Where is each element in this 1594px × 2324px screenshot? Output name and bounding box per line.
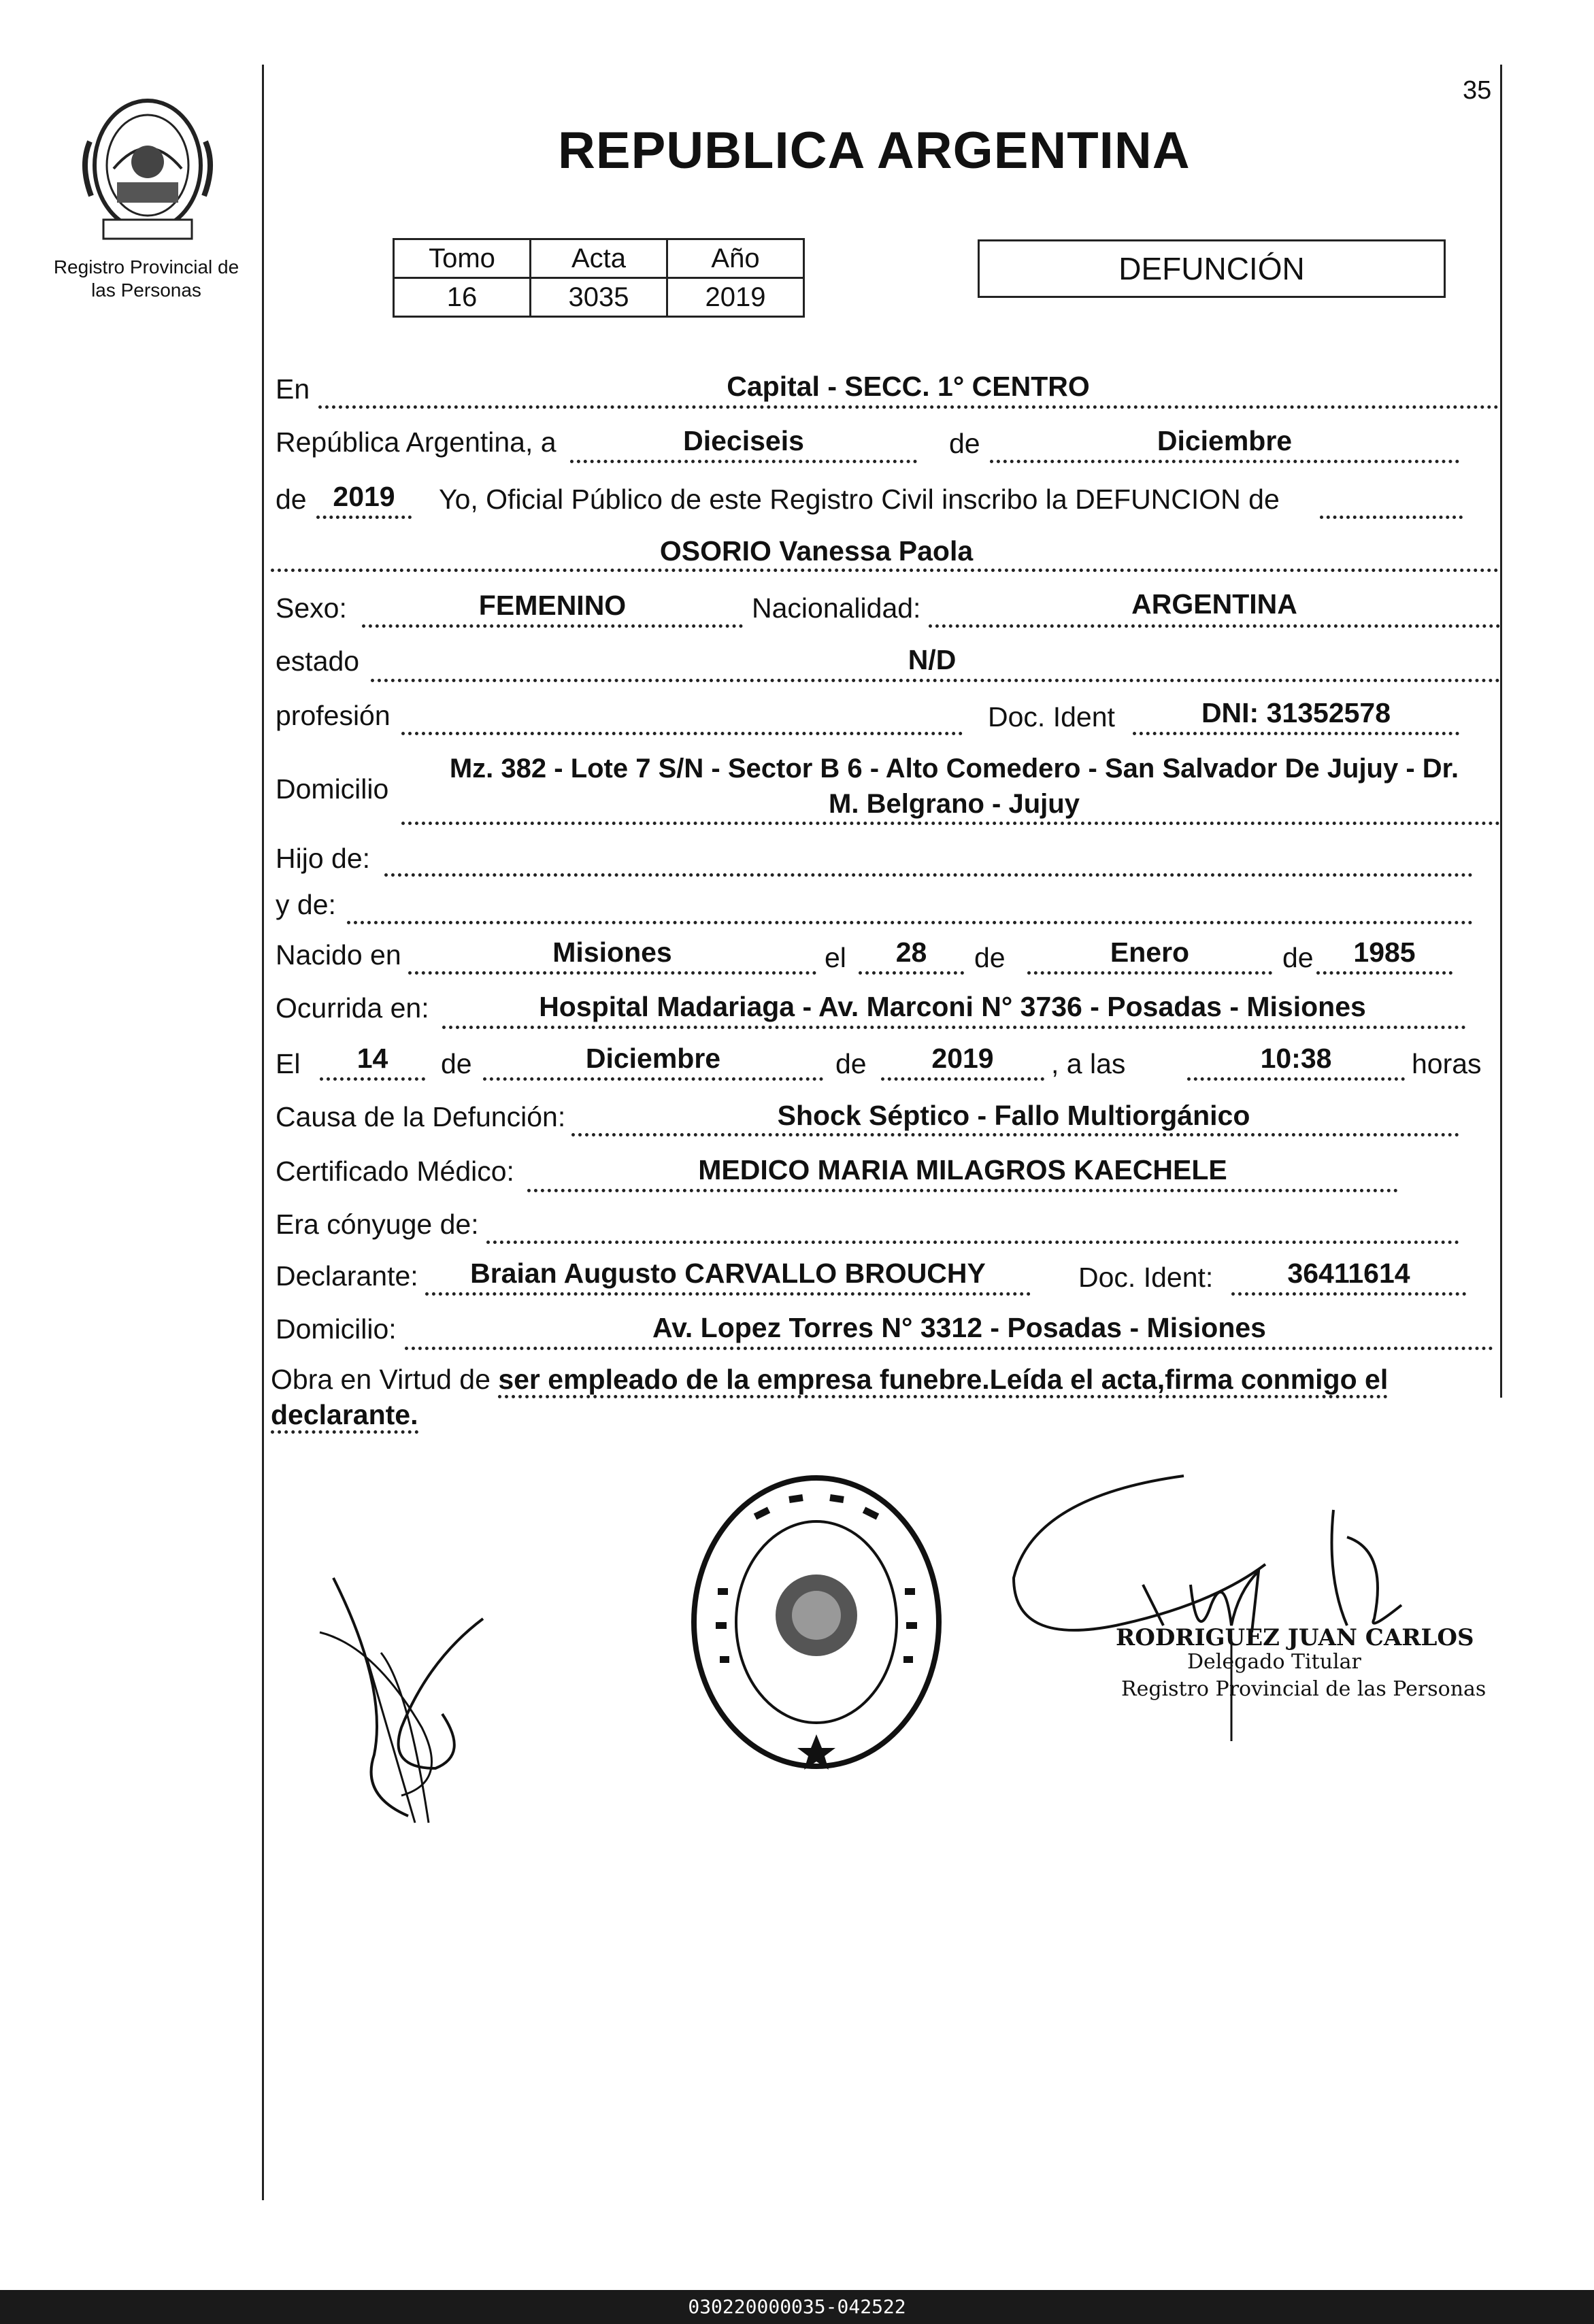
en-label: En	[276, 373, 310, 405]
acta-table-header-row	[394, 239, 804, 278]
deceased-name: OSORIO Vanessa Paola	[659, 535, 974, 567]
birth-year-value: 1985	[1353, 937, 1416, 968]
de-label: de	[974, 942, 1006, 973]
month-value: Diciembre	[1157, 425, 1293, 456]
dotted-line	[1231, 1292, 1466, 1296]
birth-month-value: Enero	[1110, 937, 1190, 968]
declarant-doc-value: 36411614	[1287, 1258, 1410, 1289]
address-label: Domicilio	[276, 773, 389, 805]
dotted-line	[316, 516, 412, 519]
registrar-name: RODRIGUEZ JUAN CARLOS	[1116, 1624, 1474, 1651]
official-stamp	[680, 1469, 952, 1775]
death-month-value: Diciembre	[585, 1043, 721, 1074]
dotted-line	[859, 971, 964, 975]
sex-label: Sexo:	[276, 592, 347, 624]
place-value: Capital - SECC. 1° CENTRO	[727, 371, 1090, 402]
basis-label: Obra en Virtud de	[271, 1364, 491, 1395]
acta-table-value: 16	[394, 278, 531, 317]
dotted-line	[320, 1077, 425, 1081]
cause-value: Shock Séptico - Fallo Multiorgánico	[777, 1100, 1250, 1131]
document-title: REPUBLICA ARGENTINA	[558, 122, 1191, 180]
registrar-role: Delegado Titular	[1187, 1650, 1361, 1674]
dotted-line	[401, 822, 1500, 825]
at-time-label: , a las	[1051, 1048, 1126, 1079]
basis-statement	[271, 1362, 1495, 1432]
civil-status-value: N/D	[908, 644, 957, 675]
birthplace-value: Misiones	[552, 937, 672, 968]
left-margin-rule	[262, 65, 264, 2200]
acta-table-value: 3035	[531, 278, 667, 317]
acta-table-header: Tomo	[394, 239, 531, 278]
acta-table	[393, 238, 805, 318]
dotted-line	[1133, 732, 1459, 735]
el-label: el	[825, 942, 846, 973]
page-number: 35	[1463, 76, 1492, 105]
dotted-line	[401, 732, 963, 735]
acta-table-header: Acta	[531, 239, 667, 278]
year-value: 2019	[333, 481, 395, 512]
acta-table-value-row	[394, 278, 804, 317]
birth-day-value: 28	[895, 937, 927, 968]
dotted-line	[425, 1292, 1031, 1296]
de-label: de	[949, 428, 980, 459]
basis-value: ser empleado de la empresa funebre.Leída el acta,firma conmigo el declarante.	[271, 1364, 1388, 1434]
death-year-value: 2019	[931, 1043, 994, 1074]
born-in-label: Nacido en	[276, 939, 401, 971]
mother-label: y de:	[276, 889, 336, 920]
dotted-line	[362, 624, 743, 628]
dotted-line	[1187, 1077, 1405, 1081]
dotted-line	[371, 679, 1500, 682]
address-line-1: Mz. 382 - Lote 7 S/N - Sector B 6 - Alto Comedero - San Salvador De Jujuy - Dr.	[449, 754, 1459, 784]
civil-status-label: estado	[276, 645, 360, 677]
dotted-line	[881, 1077, 1044, 1081]
declarant-address-label: Domicilio:	[276, 1313, 397, 1345]
footer-code: 030220000035-042522	[688, 2295, 906, 2318]
doc-ident-label: Doc. Ident	[988, 701, 1115, 732]
dotted-line	[486, 1241, 1459, 1244]
dotted-line	[347, 921, 1473, 924]
dotted-line	[990, 460, 1459, 463]
spouse-label: Era cónyuge de:	[276, 1209, 479, 1240]
dotted-line	[384, 873, 1473, 877]
cause-label: Causa de la Defunción:	[276, 1101, 566, 1132]
dotted-line	[1027, 971, 1272, 975]
dotted-line	[405, 1347, 1493, 1350]
declarant-name: Braian Augusto CARVALLO BROUCHY	[470, 1258, 986, 1289]
right-margin-rule	[1500, 65, 1502, 1398]
dotted-line	[271, 569, 1499, 572]
death-day-value: 14	[356, 1043, 388, 1074]
footer-bar	[0, 2290, 1594, 2324]
occurred-at-value: Hospital Madariaga - Av. Marconi N° 3736 - Posadas - Misiones	[539, 991, 1366, 1022]
dotted-line	[483, 1077, 823, 1081]
de-label: de	[1282, 942, 1314, 973]
record-type-box: DEFUNCIÓN	[978, 239, 1446, 298]
doc-ident-value: DNI: 31352578	[1201, 697, 1391, 728]
republica-label: República Argentina, a	[276, 426, 557, 458]
dotted-line	[929, 624, 1500, 628]
de-label: de	[835, 1048, 867, 1079]
profession-label: profesión	[276, 700, 391, 731]
registry-caption: Registro Provincial de las Personas	[53, 256, 239, 301]
province-seal-logo	[76, 87, 219, 243]
nationality-label: Nacionalidad:	[752, 592, 921, 624]
medical-certificate-value: MEDICO MARIA MILAGROS KAECHELE	[698, 1154, 1227, 1185]
de-label: de	[441, 1048, 472, 1079]
dotted-line	[408, 971, 816, 975]
day-value: Dieciseis	[683, 425, 804, 456]
dotted-line	[442, 1026, 1466, 1029]
dotted-line	[527, 1189, 1398, 1192]
de-label: de	[276, 484, 307, 515]
address-line-2: M. Belgrano - Jujuy	[829, 789, 1080, 819]
medical-certificate-label: Certificado Médico:	[276, 1156, 514, 1187]
registrar-org: Registro Provincial de las Personas	[1121, 1677, 1487, 1701]
occurred-at-label: Ocurrida en:	[276, 992, 429, 1024]
dotted-line	[318, 405, 1499, 409]
dotted-line	[1320, 516, 1463, 519]
acta-table-value: 2019	[667, 278, 804, 317]
acta-table-header: Año	[667, 239, 804, 278]
hours-label: horas	[1412, 1048, 1482, 1079]
sex-value: FEMENINO	[478, 590, 627, 621]
declarant-doc-label: Doc. Ident:	[1078, 1262, 1214, 1293]
declarant-label: Declarante:	[276, 1260, 418, 1292]
officer-statement: Yo, Oficial Público de este Registro Civil inscribo la DEFUNCION de	[439, 484, 1280, 515]
dotted-line	[1316, 971, 1452, 975]
declarant-address-value: Av. Lopez Torres N° 3312 - Posadas - Misiones	[652, 1312, 1266, 1343]
death-time-value: 10:38	[1260, 1043, 1332, 1074]
nationality-value: ARGENTINA	[1131, 588, 1297, 620]
father-label: Hijo de:	[276, 843, 371, 874]
dotted-line	[571, 1133, 1459, 1136]
witness-signature	[293, 1551, 517, 1836]
el-label: El	[276, 1048, 301, 1079]
dotted-line	[570, 460, 917, 463]
